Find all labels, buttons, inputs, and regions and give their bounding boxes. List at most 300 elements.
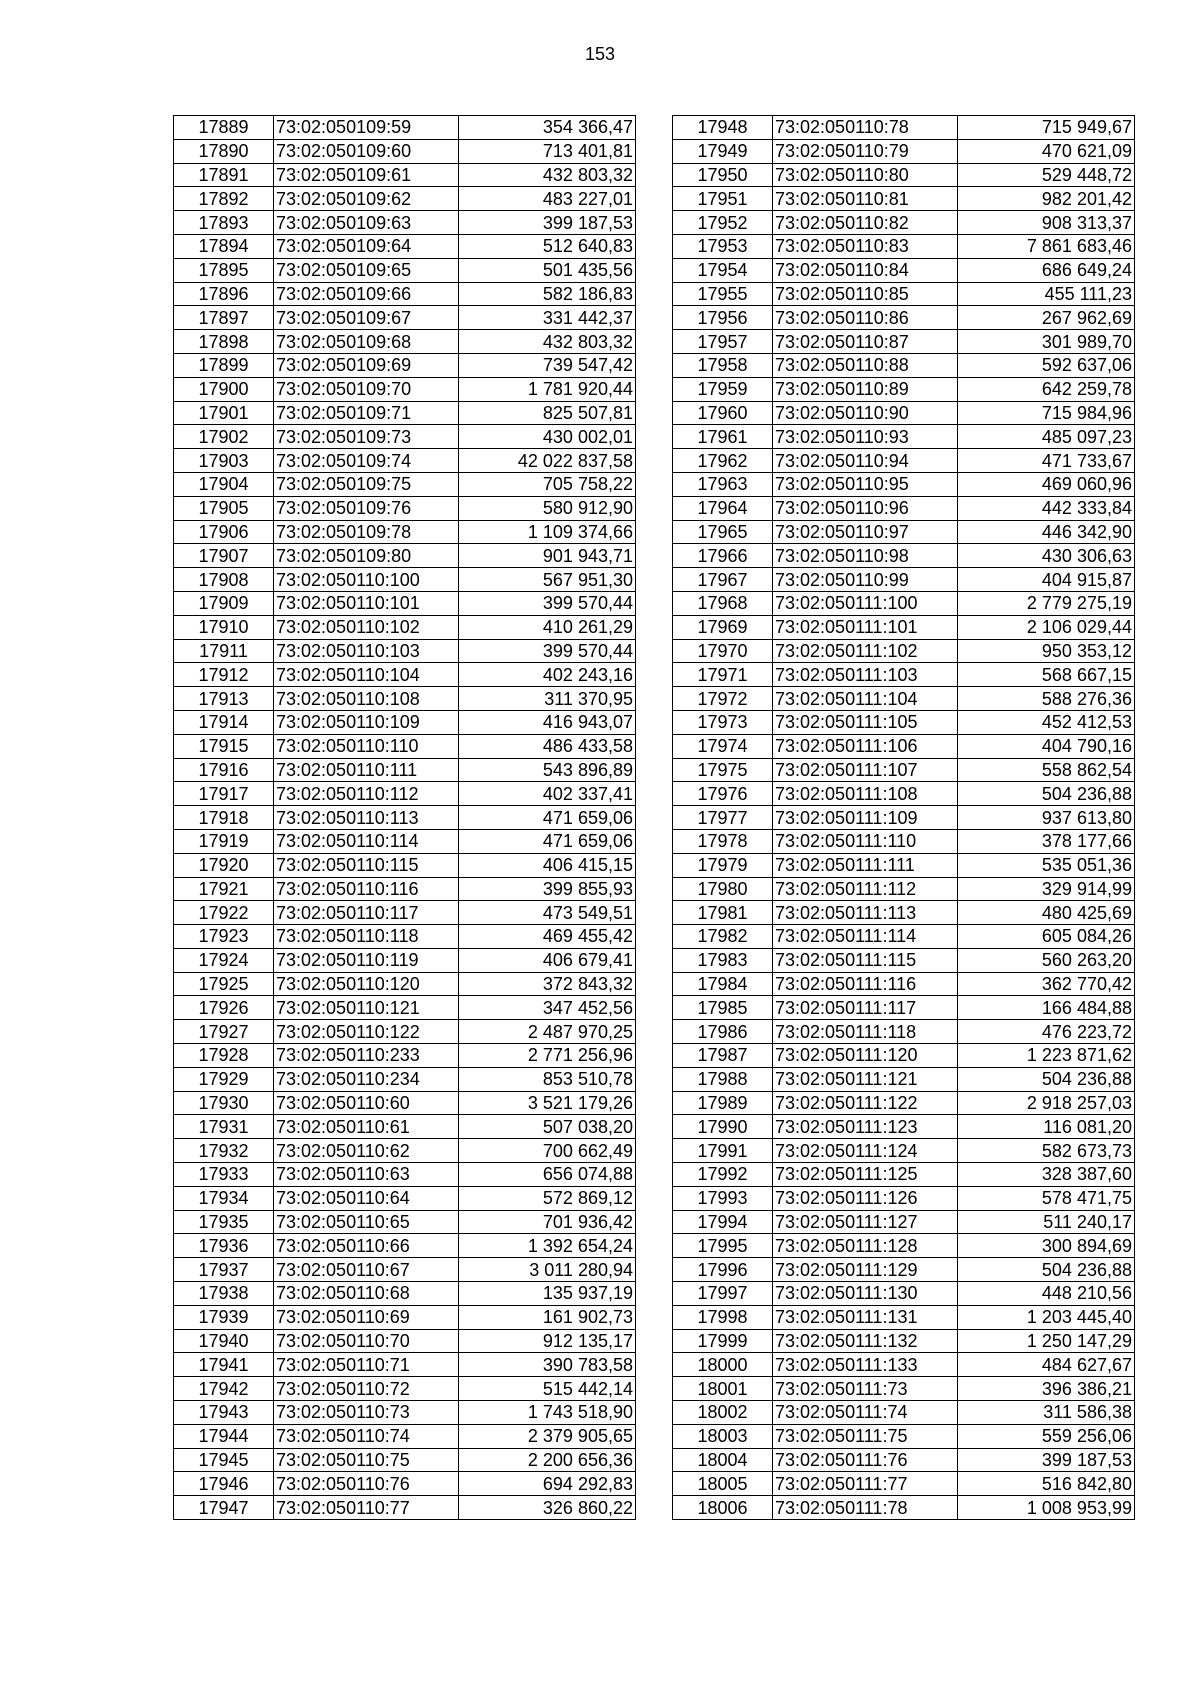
cadastral-number-cell: 73:02:050110:98 bbox=[773, 544, 958, 568]
table-row bbox=[174, 472, 636, 496]
value-cell: 912 135,17 bbox=[459, 1329, 636, 1353]
table-row bbox=[673, 187, 1135, 211]
value-cell: 656 074,88 bbox=[459, 1163, 636, 1187]
cadastral-number-cell: 73:02:050109:75 bbox=[274, 472, 459, 496]
table-row bbox=[673, 377, 1135, 401]
table-row bbox=[673, 1020, 1135, 1044]
cadastral-number-cell: 73:02:050111:78 bbox=[773, 1496, 958, 1520]
table-row bbox=[673, 401, 1135, 425]
cadastral-number-cell: 73:02:050110:102 bbox=[274, 615, 459, 639]
value-cell: 504 236,88 bbox=[958, 1067, 1135, 1091]
value-cell: 476 223,72 bbox=[958, 1020, 1135, 1044]
cadastral-number-cell: 73:02:050109:71 bbox=[274, 401, 459, 425]
table-row bbox=[673, 758, 1135, 782]
value-cell: 515 442,14 bbox=[459, 1377, 636, 1401]
table-row bbox=[673, 877, 1135, 901]
cadastral-number-cell: 73:02:050111:126 bbox=[773, 1186, 958, 1210]
cadastral-number-cell: 73:02:050110:79 bbox=[773, 139, 958, 163]
cadastral-number-cell: 73:02:050110:77 bbox=[274, 1496, 459, 1520]
table-row bbox=[673, 639, 1135, 663]
row-number-cell: 17979 bbox=[673, 853, 773, 877]
value-cell: 135 937,19 bbox=[459, 1282, 636, 1306]
row-number-cell: 17994 bbox=[673, 1210, 773, 1234]
row-number-cell: 17975 bbox=[673, 758, 773, 782]
value-cell: 715 949,67 bbox=[958, 116, 1135, 140]
row-number-cell: 17923 bbox=[174, 925, 274, 949]
row-number-cell: 17969 bbox=[673, 615, 773, 639]
table-row bbox=[673, 615, 1135, 639]
cadastral-number-cell: 73:02:050109:73 bbox=[274, 425, 459, 449]
table-row bbox=[174, 1067, 636, 1091]
cadastral-number-cell: 73:02:050111:76 bbox=[773, 1448, 958, 1472]
value-cell: 567 951,30 bbox=[459, 568, 636, 592]
row-number-cell: 18004 bbox=[673, 1448, 773, 1472]
row-number-cell: 17970 bbox=[673, 639, 773, 663]
table-row bbox=[673, 1186, 1135, 1210]
value-cell: 469 455,42 bbox=[459, 925, 636, 949]
table-row bbox=[673, 449, 1135, 473]
table-row bbox=[174, 782, 636, 806]
cadastral-number-cell: 73:02:050110:68 bbox=[274, 1282, 459, 1306]
cadastral-number-cell: 73:02:050111:121 bbox=[773, 1067, 958, 1091]
value-cell: 471 733,67 bbox=[958, 449, 1135, 473]
row-number-cell: 17940 bbox=[174, 1329, 274, 1353]
cadastral-number-cell: 73:02:050110:114 bbox=[274, 829, 459, 853]
cadastral-number-cell: 73:02:050111:100 bbox=[773, 591, 958, 615]
cadastral-number-cell: 73:02:050110:78 bbox=[773, 116, 958, 140]
value-cell: 166 484,88 bbox=[958, 996, 1135, 1020]
table-row bbox=[174, 1377, 636, 1401]
row-number-cell: 17925 bbox=[174, 972, 274, 996]
table-row bbox=[174, 544, 636, 568]
value-cell: 486 433,58 bbox=[459, 734, 636, 758]
value-cell: 713 401,81 bbox=[459, 139, 636, 163]
row-number-cell: 17918 bbox=[174, 806, 274, 830]
table-row bbox=[174, 353, 636, 377]
cadastral-number-cell: 73:02:050111:112 bbox=[773, 877, 958, 901]
value-cell: 504 236,88 bbox=[958, 1258, 1135, 1282]
value-cell: 700 662,49 bbox=[459, 1139, 636, 1163]
value-cell: 326 860,22 bbox=[459, 1496, 636, 1520]
row-number-cell: 17908 bbox=[174, 568, 274, 592]
cadastral-number-cell: 73:02:050110:72 bbox=[274, 1377, 459, 1401]
value-cell: 1 223 871,62 bbox=[958, 1044, 1135, 1068]
value-cell: 1 008 953,99 bbox=[958, 1496, 1135, 1520]
row-number-cell: 17933 bbox=[174, 1163, 274, 1187]
cadastral-number-cell: 73:02:050110:97 bbox=[773, 520, 958, 544]
cadastral-number-cell: 73:02:050109:76 bbox=[274, 496, 459, 520]
row-number-cell: 17920 bbox=[174, 853, 274, 877]
value-cell: 430 306,63 bbox=[958, 544, 1135, 568]
value-cell: 267 962,69 bbox=[958, 306, 1135, 330]
table-row bbox=[174, 1305, 636, 1329]
table-row bbox=[673, 425, 1135, 449]
table-row bbox=[673, 1163, 1135, 1187]
table-row bbox=[673, 1496, 1135, 1520]
cadastral-number-cell: 73:02:050111:105 bbox=[773, 710, 958, 734]
table-row bbox=[174, 306, 636, 330]
row-number-cell: 17974 bbox=[673, 734, 773, 758]
cadastral-number-cell: 73:02:050109:63 bbox=[274, 211, 459, 235]
row-number-cell: 17899 bbox=[174, 353, 274, 377]
row-number-cell: 17906 bbox=[174, 520, 274, 544]
cadastral-number-cell: 73:02:050111:120 bbox=[773, 1044, 958, 1068]
table-row bbox=[174, 1139, 636, 1163]
value-cell: 402 337,41 bbox=[459, 782, 636, 806]
cadastral-number-cell: 73:02:050110:120 bbox=[274, 972, 459, 996]
row-number-cell: 17915 bbox=[174, 734, 274, 758]
row-number-cell: 17926 bbox=[174, 996, 274, 1020]
row-number-cell: 17891 bbox=[174, 163, 274, 187]
value-cell: 705 758,22 bbox=[459, 472, 636, 496]
cadastral-number-cell: 73:02:050109:59 bbox=[274, 116, 459, 140]
cadastral-number-cell: 73:02:050110:89 bbox=[773, 377, 958, 401]
value-cell: 406 679,41 bbox=[459, 948, 636, 972]
table-row bbox=[673, 353, 1135, 377]
row-number-cell: 17993 bbox=[673, 1186, 773, 1210]
row-number-cell: 17942 bbox=[174, 1377, 274, 1401]
row-number-cell: 17955 bbox=[673, 282, 773, 306]
row-number-cell: 17902 bbox=[174, 425, 274, 449]
row-number-cell: 17966 bbox=[673, 544, 773, 568]
cadastral-number-cell: 73:02:050111:117 bbox=[773, 996, 958, 1020]
table-row bbox=[673, 925, 1135, 949]
table-body bbox=[174, 116, 636, 1520]
row-number-cell: 17973 bbox=[673, 710, 773, 734]
row-number-cell: 17995 bbox=[673, 1234, 773, 1258]
value-cell: 470 621,09 bbox=[958, 139, 1135, 163]
value-cell: 354 366,47 bbox=[459, 116, 636, 140]
row-number-cell: 17961 bbox=[673, 425, 773, 449]
table-body bbox=[673, 116, 1135, 1520]
table-row bbox=[174, 972, 636, 996]
table-row bbox=[673, 1353, 1135, 1377]
table-row bbox=[673, 234, 1135, 258]
cadastral-number-cell: 73:02:050110:108 bbox=[274, 687, 459, 711]
row-number-cell: 17944 bbox=[174, 1424, 274, 1448]
table-row bbox=[174, 1020, 636, 1044]
table-row bbox=[174, 425, 636, 449]
cadastral-number-cell: 73:02:050110:99 bbox=[773, 568, 958, 592]
row-number-cell: 17890 bbox=[174, 139, 274, 163]
value-cell: 399 187,53 bbox=[958, 1448, 1135, 1472]
cadastral-number-cell: 73:02:050110:121 bbox=[274, 996, 459, 1020]
table-row bbox=[174, 996, 636, 1020]
cadastral-number-cell: 73:02:050111:107 bbox=[773, 758, 958, 782]
value-cell: 642 259,78 bbox=[958, 377, 1135, 401]
cadastral-number-cell: 73:02:050109:66 bbox=[274, 282, 459, 306]
value-cell: 399 570,44 bbox=[459, 639, 636, 663]
value-cell: 3 011 280,94 bbox=[459, 1258, 636, 1282]
row-number-cell: 17960 bbox=[673, 401, 773, 425]
table-row bbox=[174, 568, 636, 592]
row-number-cell: 17897 bbox=[174, 306, 274, 330]
value-cell: 452 412,53 bbox=[958, 710, 1135, 734]
table-row bbox=[174, 1258, 636, 1282]
row-number-cell: 17963 bbox=[673, 472, 773, 496]
cadastral-number-cell: 73:02:050109:69 bbox=[274, 353, 459, 377]
row-number-cell: 17917 bbox=[174, 782, 274, 806]
table-row bbox=[673, 901, 1135, 925]
row-number-cell: 17951 bbox=[673, 187, 773, 211]
value-cell: 399 570,44 bbox=[459, 591, 636, 615]
row-number-cell: 17958 bbox=[673, 353, 773, 377]
table-row bbox=[673, 1139, 1135, 1163]
table-row bbox=[673, 1234, 1135, 1258]
value-cell: 331 442,37 bbox=[459, 306, 636, 330]
table-row bbox=[673, 496, 1135, 520]
row-number-cell: 17931 bbox=[174, 1115, 274, 1139]
cadastral-number-cell: 73:02:050111:101 bbox=[773, 615, 958, 639]
cadastral-number-cell: 73:02:050111:73 bbox=[773, 1377, 958, 1401]
cadastral-number-cell: 73:02:050110:64 bbox=[274, 1186, 459, 1210]
table-row bbox=[673, 663, 1135, 687]
row-number-cell: 17895 bbox=[174, 258, 274, 282]
row-number-cell: 18000 bbox=[673, 1353, 773, 1377]
value-cell: 483 227,01 bbox=[459, 187, 636, 211]
table-row bbox=[174, 663, 636, 687]
value-cell: 329 914,99 bbox=[958, 877, 1135, 901]
row-number-cell: 17905 bbox=[174, 496, 274, 520]
table-row bbox=[673, 1401, 1135, 1425]
table-row bbox=[174, 139, 636, 163]
table-row bbox=[174, 1091, 636, 1115]
cadastral-number-cell: 73:02:050110:95 bbox=[773, 472, 958, 496]
value-cell: 432 803,32 bbox=[459, 330, 636, 354]
table-row bbox=[174, 853, 636, 877]
row-number-cell: 17987 bbox=[673, 1044, 773, 1068]
cadastral-number-cell: 73:02:050110:234 bbox=[274, 1067, 459, 1091]
cadastral-number-cell: 73:02:050111:130 bbox=[773, 1282, 958, 1306]
table-row bbox=[673, 544, 1135, 568]
value-cell: 511 240,17 bbox=[958, 1210, 1135, 1234]
table-row bbox=[174, 330, 636, 354]
table-row bbox=[673, 1448, 1135, 1472]
table-row bbox=[673, 1377, 1135, 1401]
value-cell: 416 943,07 bbox=[459, 710, 636, 734]
cadastral-number-cell: 73:02:050109:65 bbox=[274, 258, 459, 282]
table-row bbox=[673, 972, 1135, 996]
value-cell: 116 081,20 bbox=[958, 1115, 1135, 1139]
value-cell: 485 097,23 bbox=[958, 425, 1135, 449]
cadastral-number-cell: 73:02:050111:129 bbox=[773, 1258, 958, 1282]
cadastral-number-cell: 73:02:050110:111 bbox=[274, 758, 459, 782]
cadastral-number-cell: 73:02:050111:104 bbox=[773, 687, 958, 711]
table-row bbox=[673, 734, 1135, 758]
cadastral-number-cell: 73:02:050110:73 bbox=[274, 1401, 459, 1425]
parcel-table-left bbox=[173, 115, 636, 1520]
row-number-cell: 17937 bbox=[174, 1258, 274, 1282]
value-cell: 982 201,42 bbox=[958, 187, 1135, 211]
value-cell: 473 549,51 bbox=[459, 901, 636, 925]
cadastral-number-cell: 73:02:050110:117 bbox=[274, 901, 459, 925]
cadastral-number-cell: 73:02:050111:113 bbox=[773, 901, 958, 925]
cadastral-number-cell: 73:02:050109:80 bbox=[274, 544, 459, 568]
value-cell: 504 236,88 bbox=[958, 782, 1135, 806]
value-cell: 42 022 837,58 bbox=[459, 449, 636, 473]
table-row bbox=[673, 687, 1135, 711]
cadastral-number-cell: 73:02:050111:111 bbox=[773, 853, 958, 877]
value-cell: 715 984,96 bbox=[958, 401, 1135, 425]
cadastral-number-cell: 73:02:050110:76 bbox=[274, 1472, 459, 1496]
value-cell: 328 387,60 bbox=[958, 1163, 1135, 1187]
row-number-cell: 17910 bbox=[174, 615, 274, 639]
row-number-cell: 17957 bbox=[673, 330, 773, 354]
row-number-cell: 17999 bbox=[673, 1329, 773, 1353]
cadastral-number-cell: 73:02:050109:67 bbox=[274, 306, 459, 330]
table-row bbox=[174, 758, 636, 782]
cadastral-number-cell: 73:02:050110:86 bbox=[773, 306, 958, 330]
cadastral-number-cell: 73:02:050111:108 bbox=[773, 782, 958, 806]
cadastral-number-cell: 73:02:050111:132 bbox=[773, 1329, 958, 1353]
value-cell: 686 649,24 bbox=[958, 258, 1135, 282]
value-cell: 694 292,83 bbox=[459, 1472, 636, 1496]
row-number-cell: 18003 bbox=[673, 1424, 773, 1448]
value-cell: 580 912,90 bbox=[459, 496, 636, 520]
row-number-cell: 17945 bbox=[174, 1448, 274, 1472]
cadastral-number-cell: 73:02:050110:75 bbox=[274, 1448, 459, 1472]
value-cell: 739 547,42 bbox=[459, 353, 636, 377]
table-row bbox=[673, 1044, 1135, 1068]
row-number-cell: 17911 bbox=[174, 639, 274, 663]
row-number-cell: 17932 bbox=[174, 1139, 274, 1163]
cadastral-number-cell: 73:02:050109:64 bbox=[274, 234, 459, 258]
value-cell: 901 943,71 bbox=[459, 544, 636, 568]
table-row bbox=[174, 1329, 636, 1353]
value-cell: 825 507,81 bbox=[459, 401, 636, 425]
value-cell: 480 425,69 bbox=[958, 901, 1135, 925]
row-number-cell: 17907 bbox=[174, 544, 274, 568]
cadastral-number-cell: 73:02:050110:62 bbox=[274, 1139, 459, 1163]
row-number-cell: 17997 bbox=[673, 1282, 773, 1306]
value-cell: 1 109 374,66 bbox=[459, 520, 636, 544]
value-cell: 442 333,84 bbox=[958, 496, 1135, 520]
table-row bbox=[174, 449, 636, 473]
cadastral-number-cell: 73:02:050110:71 bbox=[274, 1353, 459, 1377]
table-row bbox=[174, 925, 636, 949]
table-row bbox=[673, 139, 1135, 163]
cadastral-number-cell: 73:02:050110:69 bbox=[274, 1305, 459, 1329]
cadastral-number-cell: 73:02:050110:85 bbox=[773, 282, 958, 306]
row-number-cell: 17980 bbox=[673, 877, 773, 901]
value-cell: 455 111,23 bbox=[958, 282, 1135, 306]
row-number-cell: 17959 bbox=[673, 377, 773, 401]
cadastral-number-cell: 73:02:050110:233 bbox=[274, 1044, 459, 1068]
cadastral-number-cell: 73:02:050110:82 bbox=[773, 211, 958, 235]
table-row bbox=[174, 163, 636, 187]
cadastral-number-cell: 73:02:050110:83 bbox=[773, 234, 958, 258]
cadastral-number-cell: 73:02:050111:103 bbox=[773, 663, 958, 687]
value-cell: 372 843,32 bbox=[459, 972, 636, 996]
row-number-cell: 17912 bbox=[174, 663, 274, 687]
value-cell: 937 613,80 bbox=[958, 806, 1135, 830]
cadastral-number-cell: 73:02:050110:110 bbox=[274, 734, 459, 758]
table-row bbox=[673, 306, 1135, 330]
row-number-cell: 17968 bbox=[673, 591, 773, 615]
table-row bbox=[174, 520, 636, 544]
cadastral-number-cell: 73:02:050110:116 bbox=[274, 877, 459, 901]
row-number-cell: 17991 bbox=[673, 1139, 773, 1163]
cadastral-number-cell: 73:02:050111:77 bbox=[773, 1472, 958, 1496]
row-number-cell: 17939 bbox=[174, 1305, 274, 1329]
value-cell: 558 862,54 bbox=[958, 758, 1135, 782]
row-number-cell: 17982 bbox=[673, 925, 773, 949]
value-cell: 1 203 445,40 bbox=[958, 1305, 1135, 1329]
cadastral-number-cell: 73:02:050111:109 bbox=[773, 806, 958, 830]
table-row bbox=[174, 496, 636, 520]
row-number-cell: 17983 bbox=[673, 948, 773, 972]
row-number-cell: 17981 bbox=[673, 901, 773, 925]
cadastral-number-cell: 73:02:050111:127 bbox=[773, 1210, 958, 1234]
value-cell: 543 896,89 bbox=[459, 758, 636, 782]
cadastral-number-cell: 73:02:050111:75 bbox=[773, 1424, 958, 1448]
cadastral-number-cell: 73:02:050109:78 bbox=[274, 520, 459, 544]
table-row bbox=[174, 377, 636, 401]
row-number-cell: 17956 bbox=[673, 306, 773, 330]
cadastral-number-cell: 73:02:050109:62 bbox=[274, 187, 459, 211]
table-row bbox=[174, 1472, 636, 1496]
cadastral-number-cell: 73:02:050110:80 bbox=[773, 163, 958, 187]
cadastral-number-cell: 73:02:050110:94 bbox=[773, 449, 958, 473]
value-cell: 950 353,12 bbox=[958, 639, 1135, 663]
value-cell: 853 510,78 bbox=[459, 1067, 636, 1091]
value-cell: 582 673,73 bbox=[958, 1139, 1135, 1163]
row-number-cell: 17949 bbox=[673, 139, 773, 163]
row-number-cell: 17941 bbox=[174, 1353, 274, 1377]
row-number-cell: 17990 bbox=[673, 1115, 773, 1139]
value-cell: 311 370,95 bbox=[459, 687, 636, 711]
row-number-cell: 17943 bbox=[174, 1401, 274, 1425]
table-row bbox=[174, 1115, 636, 1139]
table-row bbox=[673, 282, 1135, 306]
cadastral-number-cell: 73:02:050111:123 bbox=[773, 1115, 958, 1139]
value-cell: 1 392 654,24 bbox=[459, 1234, 636, 1258]
cadastral-number-cell: 73:02:050110:60 bbox=[274, 1091, 459, 1115]
row-number-cell: 17938 bbox=[174, 1282, 274, 1306]
table-row bbox=[673, 258, 1135, 282]
cadastral-number-cell: 73:02:050110:113 bbox=[274, 806, 459, 830]
cadastral-number-cell: 73:02:050111:124 bbox=[773, 1139, 958, 1163]
value-cell: 448 210,56 bbox=[958, 1282, 1135, 1306]
table-row bbox=[174, 806, 636, 830]
row-number-cell: 17950 bbox=[673, 163, 773, 187]
cadastral-number-cell: 73:02:050110:103 bbox=[274, 639, 459, 663]
value-cell: 560 263,20 bbox=[958, 948, 1135, 972]
row-number-cell: 17928 bbox=[174, 1044, 274, 1068]
row-number-cell: 17927 bbox=[174, 1020, 274, 1044]
cadastral-number-cell: 73:02:050111:115 bbox=[773, 948, 958, 972]
value-cell: 484 627,67 bbox=[958, 1353, 1135, 1377]
row-number-cell: 17916 bbox=[174, 758, 274, 782]
table-row bbox=[673, 1210, 1135, 1234]
cadastral-number-cell: 73:02:050111:133 bbox=[773, 1353, 958, 1377]
cadastral-number-cell: 73:02:050110:101 bbox=[274, 591, 459, 615]
value-cell: 161 902,73 bbox=[459, 1305, 636, 1329]
cadastral-number-cell: 73:02:050110:93 bbox=[773, 425, 958, 449]
table-row bbox=[174, 1424, 636, 1448]
table-row bbox=[174, 687, 636, 711]
row-number-cell: 17896 bbox=[174, 282, 274, 306]
row-number-cell: 17992 bbox=[673, 1163, 773, 1187]
cadastral-number-cell: 73:02:050110:61 bbox=[274, 1115, 459, 1139]
cadastral-number-cell: 73:02:050109:60 bbox=[274, 139, 459, 163]
row-number-cell: 17977 bbox=[673, 806, 773, 830]
table-row bbox=[673, 782, 1135, 806]
row-number-cell: 17919 bbox=[174, 829, 274, 853]
value-cell: 471 659,06 bbox=[459, 806, 636, 830]
row-number-cell: 17986 bbox=[673, 1020, 773, 1044]
value-cell: 572 869,12 bbox=[459, 1186, 636, 1210]
